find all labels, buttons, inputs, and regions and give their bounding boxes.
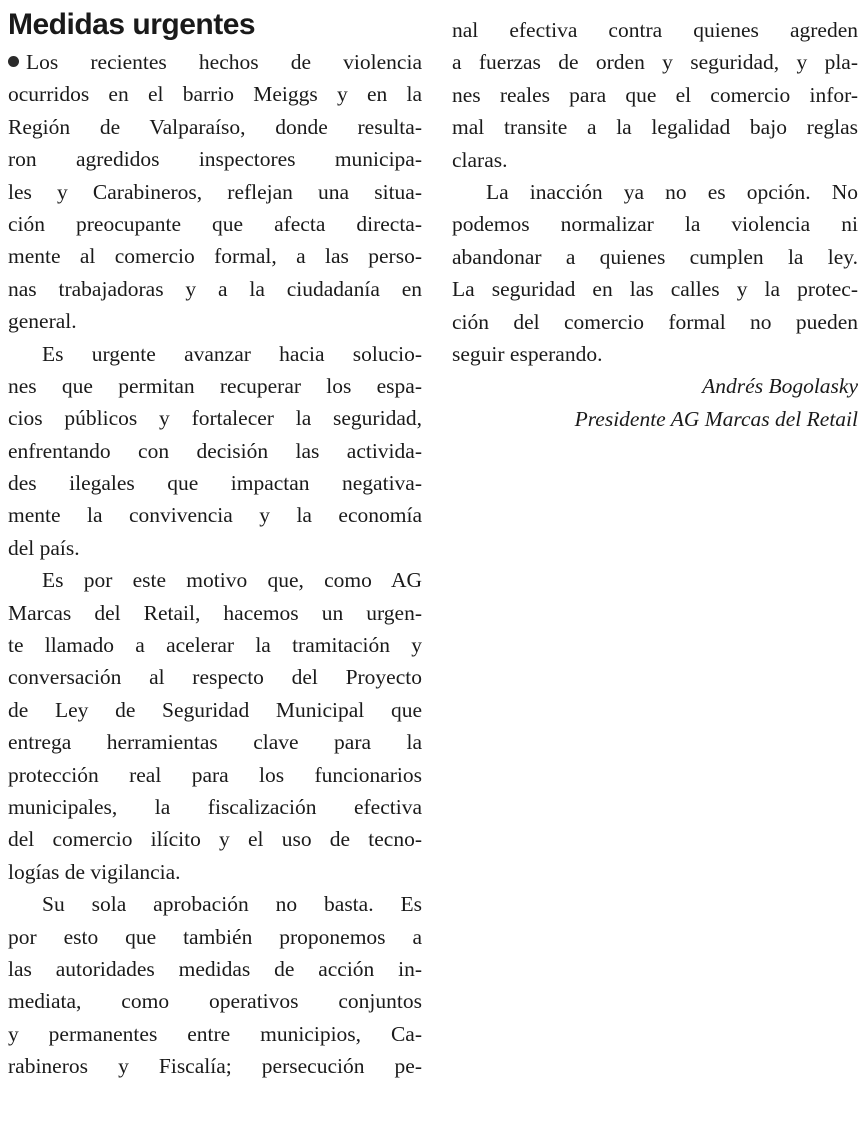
text-line xyxy=(8,726,422,758)
text-line xyxy=(452,273,858,305)
text-line-content: conversación al respecto del Proyecto xyxy=(8,665,422,690)
text-line xyxy=(452,241,858,273)
text-line-content: nes que permitan recuperar los espa- xyxy=(8,373,422,398)
text-line xyxy=(8,694,422,726)
text-line xyxy=(8,176,422,208)
text-line-content: podemos normalizar la violencia ni xyxy=(452,212,858,237)
text-line xyxy=(8,499,422,531)
text-line-content: mal transite a la legalidad bajo reglas xyxy=(452,115,858,140)
text-line xyxy=(452,14,858,46)
left-column xyxy=(8,0,422,1083)
text-line xyxy=(452,338,858,370)
text-line xyxy=(8,953,422,985)
text-line-content: a fuerzas de orden y seguridad, y pla- xyxy=(452,50,858,75)
text-line xyxy=(8,402,422,434)
text-line xyxy=(8,305,422,337)
text-line-content: ción del comercio formal no pueden xyxy=(452,309,858,334)
text-line-content: nal efectiva contra quienes agreden xyxy=(452,18,858,42)
text-line-content: por esto que también proponemos a xyxy=(8,924,422,949)
text-line xyxy=(8,759,422,791)
text-line-content: del comercio ilícito y el uso de tecno- xyxy=(8,827,422,852)
text-line-content: mente al comercio formal, a las perso- xyxy=(8,244,422,269)
text-line xyxy=(8,532,422,564)
text-line xyxy=(8,370,422,402)
text-line-content: La seguridad en las calles y la protec- xyxy=(452,277,858,302)
text-line xyxy=(8,240,422,272)
text-line xyxy=(8,823,422,855)
text-line-content: ocurridos en el barrio Meiggs y en la xyxy=(8,82,422,107)
right-column xyxy=(452,0,858,435)
text-line xyxy=(8,791,422,823)
text-line-content: La inacción ya no es opción. No xyxy=(486,179,858,204)
text-line-content: mediata, como operativos conjuntos xyxy=(8,989,422,1014)
text-line xyxy=(8,564,422,596)
text-line xyxy=(452,79,858,111)
text-line-content: mente la convivencia y la economía xyxy=(8,503,422,528)
text-line-content: ron agredidos inspectores municipa- xyxy=(8,147,422,172)
text-line xyxy=(8,143,422,175)
text-line xyxy=(8,856,422,888)
signature-role: Presidente AG Marcas del Retail xyxy=(574,406,858,431)
signature-name: Andrés Bogolasky xyxy=(702,374,858,399)
text-line-content: rabineros y Fiscalía; persecución pe- xyxy=(8,1054,422,1079)
text-line xyxy=(8,985,422,1017)
text-line xyxy=(452,306,858,338)
text-line xyxy=(8,629,422,661)
text-line xyxy=(8,46,422,78)
right-column-body xyxy=(452,14,858,370)
text-line-content: des ilegales que impactan negativa- xyxy=(8,471,422,496)
text-line xyxy=(8,661,422,693)
text-line-content: ción preocupante que afecta directa- xyxy=(8,211,422,236)
text-line-content: abandonar a quienes cumplen la ley. xyxy=(452,244,858,269)
text-line xyxy=(8,338,422,370)
text-line-content: logías de vigilancia. xyxy=(8,859,181,884)
text-line-content: y permanentes entre municipios, Ca- xyxy=(8,1021,422,1046)
text-line-content: municipales, la fiscalización efectiva xyxy=(8,794,422,819)
bullet-icon xyxy=(8,56,19,67)
text-line xyxy=(8,467,422,499)
text-line-content: Región de Valparaíso, donde resulta- xyxy=(8,114,422,139)
text-line xyxy=(8,888,422,920)
text-line xyxy=(452,176,858,208)
text-line-content: general. xyxy=(8,309,77,334)
text-line xyxy=(8,921,422,953)
text-line-content: de Ley de Seguridad Municipal que xyxy=(8,697,422,722)
text-line xyxy=(8,78,422,110)
text-line xyxy=(452,46,858,78)
text-line xyxy=(8,208,422,240)
text-line xyxy=(8,1050,422,1082)
text-line-content: seguir esperando. xyxy=(452,341,603,366)
text-line-content: Su sola aprobación no basta. Es xyxy=(42,892,422,917)
text-line-content: nes reales para que el comercio infor- xyxy=(452,82,858,107)
text-line xyxy=(452,111,858,143)
text-line xyxy=(8,273,422,305)
text-line xyxy=(8,435,422,467)
text-line-content: nas trabajadoras y a la ciudadanía en xyxy=(8,276,422,301)
text-line-content: te llamado a acelerar la tramitación y xyxy=(8,633,422,658)
text-line-content: protección real para los funcionarios xyxy=(8,762,422,787)
text-line xyxy=(8,1018,422,1050)
text-line-content: las autoridades medidas de acción in- xyxy=(8,956,422,981)
text-line-content: claras. xyxy=(452,147,508,172)
text-line-content: Los recientes hechos de violencia xyxy=(26,50,422,74)
text-line-content: del país. xyxy=(8,535,80,560)
text-line xyxy=(452,144,858,176)
text-line xyxy=(452,208,858,240)
text-line xyxy=(8,111,422,143)
article-title: Medidas urgentes xyxy=(8,8,256,41)
text-line-content: Es urgente avanzar hacia solucio- xyxy=(42,341,422,366)
text-line-content: Es por este motivo que, como AG xyxy=(42,568,422,593)
text-line xyxy=(8,597,422,629)
text-line-content: les y Carabineros, reflejan una situa- xyxy=(8,179,422,204)
text-line-content: enfrentando con decisión las activida- xyxy=(8,438,422,463)
text-line-content: cios públicos y fortalecer la seguridad, xyxy=(8,406,422,431)
text-line-content: entrega herramientas clave para la xyxy=(8,730,422,755)
left-column-body xyxy=(8,46,422,1083)
text-line-content: Marcas del Retail, hacemos un urgen- xyxy=(8,600,422,625)
